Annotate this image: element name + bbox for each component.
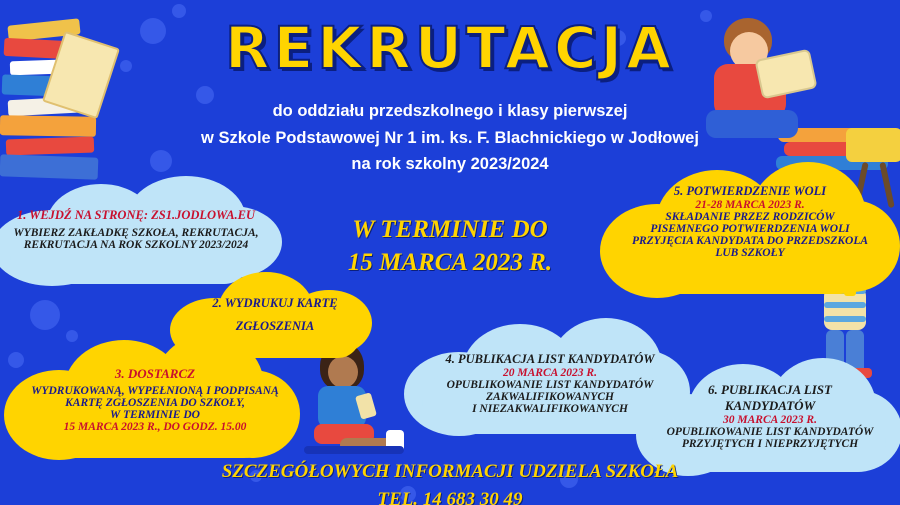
step-6-line-1: OPUBLIKOWANIE LIST KANDYDATÓW [666, 426, 874, 438]
step-6-heading: 6. PUBLIKACJA LIST [708, 382, 832, 397]
decor-bubble [30, 300, 60, 330]
subtitle-line-1: do oddziału przedszkolnego i klasy pierwszej [272, 102, 628, 120]
step-1-line-1: WYBIERZ ZAKŁADKĘ SZKOŁA, REKRUTACJA, [13, 227, 259, 239]
step-5-heading: 5. POTWIERDZENIE WOLI [673, 184, 827, 198]
step-4-line-2: ZAKWALIFIKOWANYCH [485, 391, 615, 403]
step-5-line-2: PISEMNEGO POTWIERDZENIA WOLI [650, 223, 850, 235]
step-3-line-3: W TERMINIE DO [110, 409, 200, 421]
step-3-line-4: 15 MARCA 2023 R., DO GODZ. 15.00 [63, 421, 247, 433]
step-5-date: 21-28 MARCA 2023 R. [695, 199, 805, 211]
step-4-date: 20 MARCA 2023 R. [503, 367, 597, 379]
subtitle-line-2: w Szkole Podstawowej Nr 1 im. ks. F. Blachnickiego w Jodłowej [201, 128, 699, 147]
step-3-cloud [4, 330, 304, 470]
step-5-line-3: PRZYJĘCIA KANDYDATA DO PRZEDSZKOLA [631, 235, 869, 247]
contact-info [170, 458, 730, 505]
step-1-line-2: REKRUTACJA NA ROK SZKOLNY 2023/2024 [23, 239, 249, 251]
step-6-date: 30 MARCA 2023 R. [723, 414, 817, 426]
step-5-line-4: LUB SZKOŁY [715, 247, 785, 259]
step-5-line-1: SKŁADANIE PRZEZ RODZICÓW [665, 211, 835, 223]
step-3-heading: 3. DOSTARCZ [114, 366, 196, 381]
step-5-cloud [600, 160, 900, 310]
step-2-heading: 2. WYDRUKUJ KARTĘ [212, 296, 338, 310]
step-4-line-3: I NIEZAKWALIFIKOWANYCH [472, 403, 628, 415]
step-3-line-1: WYDRUKOWANĄ, WYPEŁNIONĄ I PODPISANĄ [31, 385, 279, 397]
step-2-line-1: ZGŁOSZENIA [235, 319, 315, 333]
deadline-line-1: W TERMINIE DO [352, 216, 548, 243]
step-6-line-2: PRZYJĘTYCH I NIEPRZYJĘTYCH [681, 438, 859, 450]
step-4-line-1: OPUBLIKOWANIE LIST KANDYDATÓW [446, 379, 654, 391]
step-1-heading: 1. WEJDŹ NA STRONĘ: ZS1.JODLOWA.EU [16, 208, 256, 222]
subtitle-line-3: na rok szkolny 2023/2024 [351, 155, 549, 174]
step-6-heading-2: KANDYDATÓW [724, 398, 816, 413]
step-3-line-2: KARTĘ ZGŁOSZENIA DO SZKOŁY, [65, 397, 245, 409]
deadline-text [310, 214, 590, 279]
poster-title: REKRUTACJA [225, 14, 675, 82]
step-4-heading: 4. PUBLIKACJA LIST KANDYDATÓW [445, 352, 655, 366]
deadline-line-2: 15 MARCA 2023 R. [347, 248, 553, 276]
contact-line-1: SZCZEGÓŁOWYCH INFORMACJI UDZIELA SZKOŁA [221, 461, 679, 482]
contact-line-2: TEL. 14 683 30 49 [377, 488, 523, 505]
